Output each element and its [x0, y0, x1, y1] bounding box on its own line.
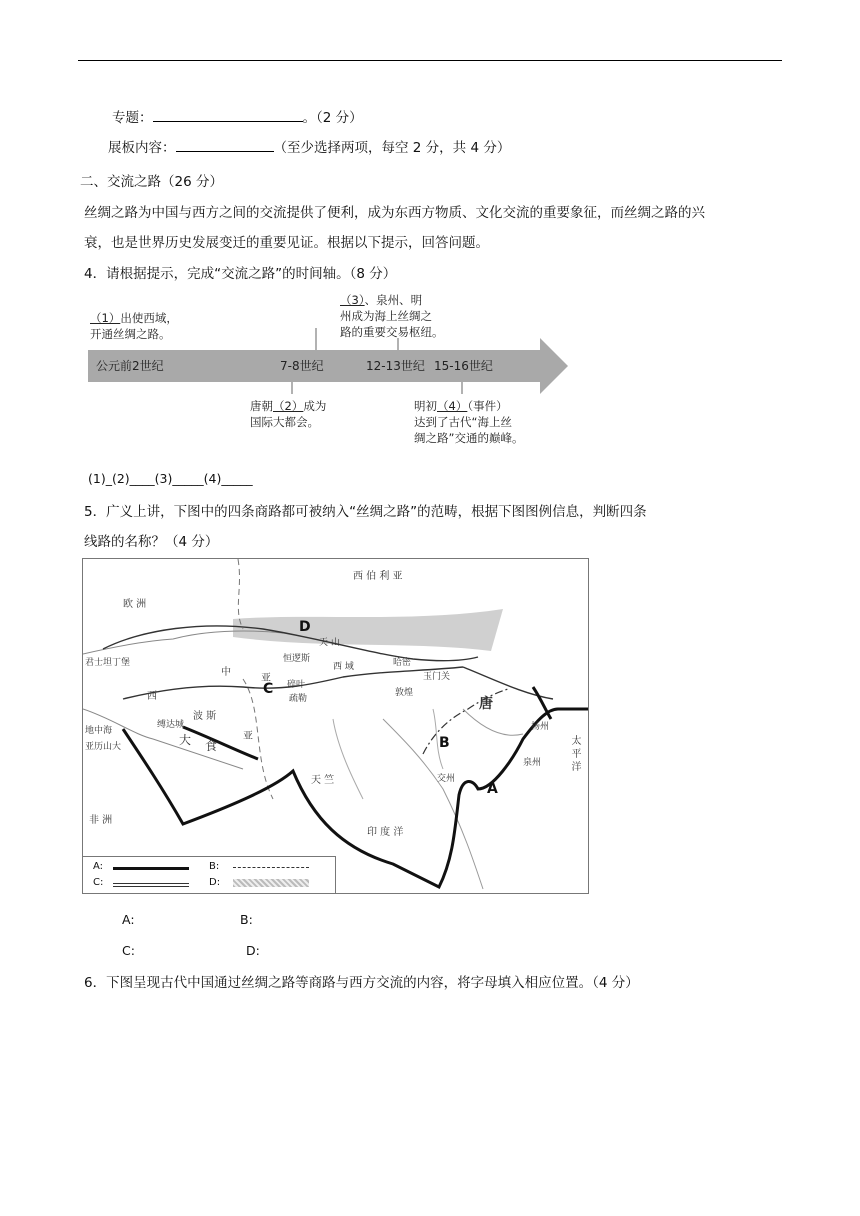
route-letter-c: C: [263, 681, 274, 697]
map-label-tianzhu: 天 竺: [311, 775, 335, 786]
q6-prompt: 6．下图呈现古代中国通过丝绸之路等商路与西方交流的内容，将字母填入相应位置。（4 分）: [84, 975, 639, 991]
zhanban-line: [108, 136, 510, 156]
route-c-east: [463, 667, 553, 699]
map-label-tang: 唐: [479, 696, 493, 712]
answer-a[interactable]: A:: [122, 912, 135, 927]
q5-prompt-line2: 线路的名称？（4 分）: [84, 534, 219, 550]
map-label-shi: 食: [205, 739, 218, 753]
route-letter-b: B: [439, 735, 450, 751]
legend-c-label: C:: [93, 877, 104, 888]
legend-d-label: D:: [209, 877, 221, 888]
map-label-quanzhou: 泉州: [523, 758, 542, 768]
map-label-hami: 哈密: [393, 658, 412, 668]
map-label-ya2: 亚: [243, 731, 253, 742]
timeline-note-1: （1）出使西域， 开通丝绸之路。: [90, 311, 178, 341]
timeline-tick-3: 12-13世纪: [366, 359, 425, 373]
timeline-tick-2: 7-8世纪: [280, 359, 324, 373]
map-label-indian-ocean: 印 度 洋: [367, 827, 404, 838]
map-label-pacific: 太 平 洋: [569, 735, 580, 772]
route-letter-a: A: [487, 781, 498, 797]
map-label-mediterranean: 地中海: [85, 726, 113, 736]
timeline-tick-1: 公元前2世纪: [96, 359, 164, 373]
answer-c[interactable]: C:: [122, 943, 135, 958]
map-legend: [83, 856, 336, 893]
route-b-southwest: [423, 689, 508, 754]
q5-prompt-line1: 5．广义上讲，下图中的四条商路都可被纳入“丝绸之路”的范畴，根据下图图例信息，判断四条: [84, 504, 647, 520]
zhuanti-blank[interactable]: [153, 107, 303, 122]
legend-b-line: [233, 867, 309, 868]
legend-d-swatch: [233, 879, 309, 887]
map-label-africa: 非 洲: [89, 815, 113, 826]
answer-d[interactable]: D:: [246, 943, 260, 958]
q4-prompt: 4．请根据提示，完成“交流之路”的时间轴。（8 分）: [84, 266, 397, 282]
map-label-yangzhou: 扬州: [531, 722, 550, 732]
timeline-note-2: 唐朝（2）成为 国际大都会。: [250, 399, 327, 429]
map-label-xiyu: 西 域: [333, 662, 354, 672]
map-label-suiye: 碎叶: [287, 680, 306, 690]
zhuanti-label: 专题：: [112, 110, 153, 126]
legend-a-label: A:: [93, 861, 104, 872]
legend-c-line: [113, 883, 189, 887]
zhanban-tail: （至少选择两项，每空 2 分，共 4 分）: [273, 140, 511, 156]
answer-b[interactable]: B:: [240, 912, 253, 927]
zhanban-blank[interactable]: [176, 137, 274, 152]
q4-answer-line[interactable]: (1)_(2)____(3)_____(4)_____: [88, 471, 253, 486]
map-label-tianshan: 天 山: [319, 638, 340, 648]
map-label-dunhuang: 敦煌: [395, 688, 414, 698]
timeline-note-4: 明初（4）（事件） 达到了古代“海上丝 绸之路”交通的巅峰。: [414, 399, 524, 445]
legend-a-line: [113, 867, 189, 870]
route-letter-d: D: [299, 619, 311, 635]
route-a-north-coast: [533, 687, 551, 719]
map-label-da: 大: [179, 733, 192, 747]
timeline: [84, 290, 574, 450]
map-label-kashgar: 疏勒: [289, 694, 308, 704]
map-label-yumenguan: 玉门关: [423, 672, 451, 682]
map-label-constantinople: 君士坦丁堡: [85, 658, 131, 668]
map-label-hengluosi: 恒逻斯: [283, 654, 311, 664]
map-label-baghdad: 缚达城: [157, 720, 185, 730]
zhuanti-tail: 。（2 分）: [302, 110, 363, 126]
map-label-alexandria: 亚历山大: [85, 742, 122, 752]
coastline-south: [383, 709, 523, 889]
timeline-tick-4: 15-16世纪: [434, 359, 493, 373]
map-label-zhong: 中: [221, 667, 231, 678]
silk-road-map: [82, 558, 589, 894]
zhanban-label: 展板内容：: [108, 140, 176, 156]
map-label-xi: 西: [147, 691, 157, 702]
section2-intro-line2: 衰，也是世界历史发展变迁的重要见证。根据以下提示，回答问题。: [84, 235, 489, 251]
section2-intro-line1: 丝绸之路为中国与西方之间的交流提供了便利，成为东西方物质、文化交流的重要象征，而丝绸之路的兴: [84, 205, 705, 221]
map-label-siberia: 西 伯 利 亚: [353, 571, 403, 582]
zhuanti-line: [112, 106, 363, 126]
header-rule: [78, 60, 782, 61]
map-label-europe: 欧 洲: [123, 599, 147, 610]
map-label-bosi: 波 斯: [193, 711, 217, 722]
section2-heading: 二、交流之路（26 分）: [80, 174, 223, 190]
map-label-ya: 亚: [261, 673, 271, 684]
map-label-jiaozhou: 交州: [437, 774, 456, 784]
rivers: [333, 709, 443, 799]
route-d-band: [233, 609, 503, 651]
legend-b-label: B:: [209, 861, 220, 872]
timeline-note-3: （3）、泉州、明 州成为海上丝绸之 路的重要交易枢纽。: [340, 293, 444, 339]
